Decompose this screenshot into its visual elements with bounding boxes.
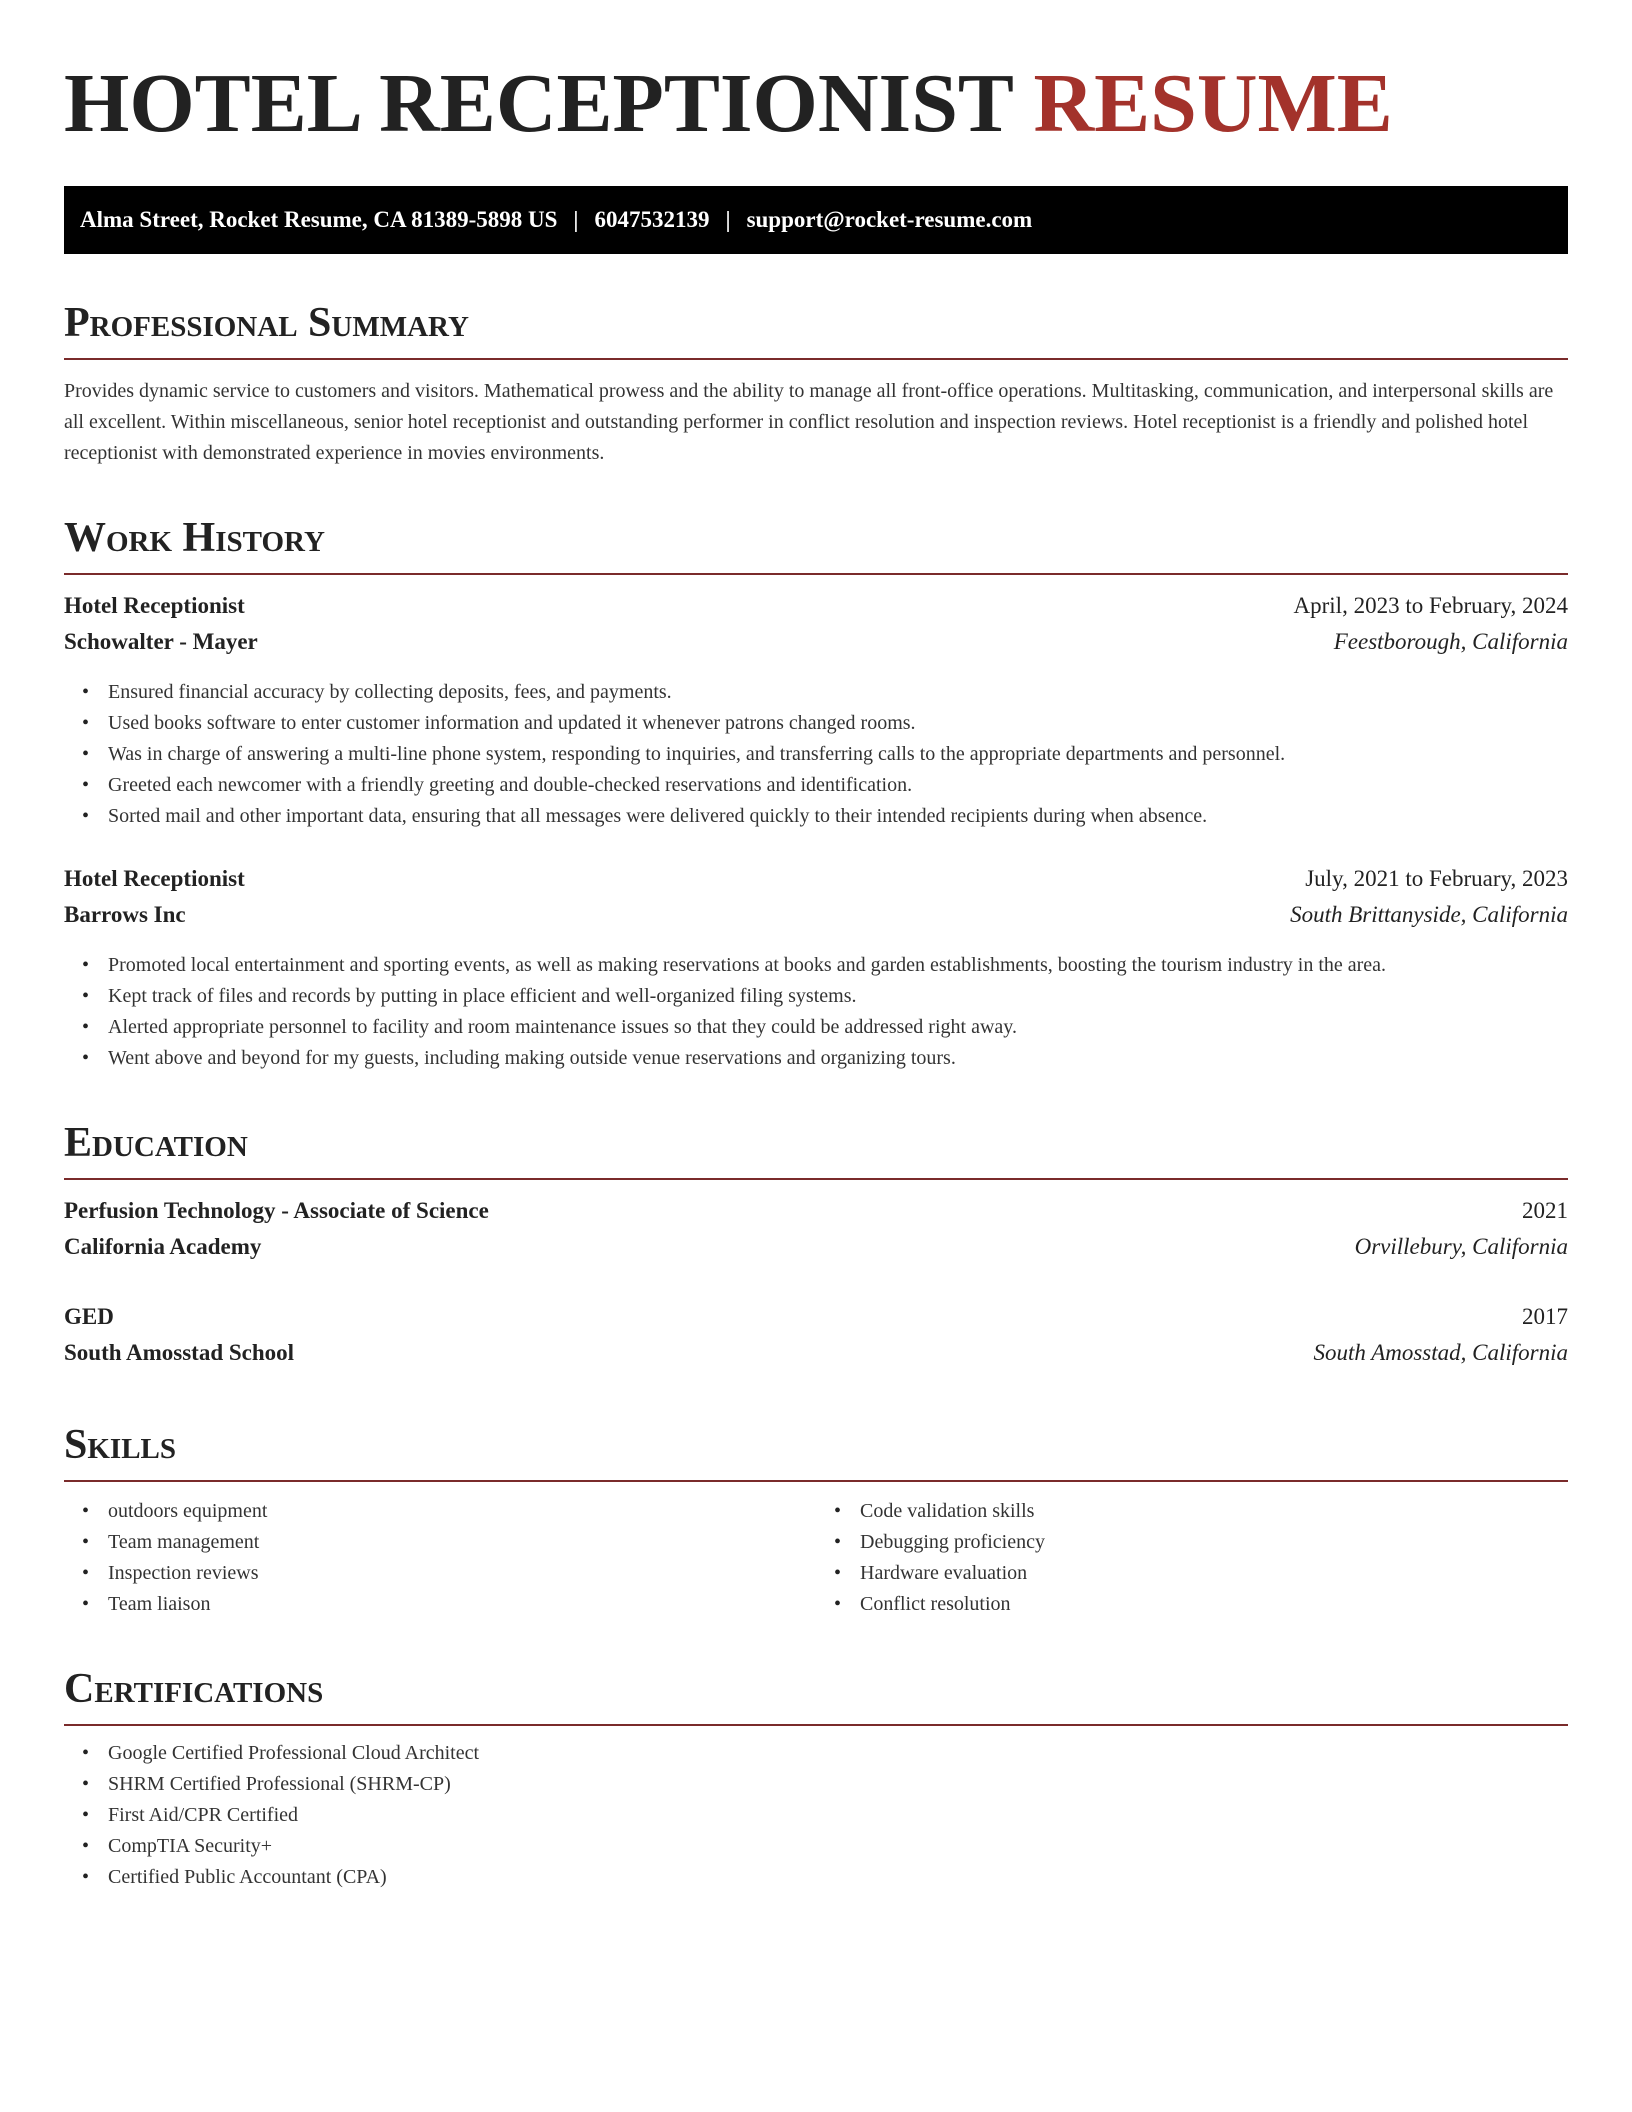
section-heading-education: Education bbox=[64, 1118, 1568, 1180]
graduation-year: 2021 bbox=[1522, 1198, 1568, 1223]
certification-item: • First Aid/CPR Certified bbox=[108, 1800, 1568, 1831]
job-duty: • Alerted appropriate personnel to facility and room maintenance issues so that they could be addressed right away. bbox=[108, 1012, 1568, 1043]
skills-column-right bbox=[816, 1496, 1568, 1620]
education-entry bbox=[64, 1198, 1568, 1270]
job-location: South Brittanyside, California bbox=[1290, 902, 1568, 927]
resume-title bbox=[64, 56, 1568, 152]
job-duty: • Sorted mail and other important data, ensuring that all messages were delivered quickly to their intended recipients during when absence. bbox=[108, 801, 1568, 832]
contact-bar bbox=[64, 186, 1568, 254]
job-duty: • Kept track of files and records by putting in place efficient and well-organized filing systems. bbox=[108, 981, 1568, 1012]
degree-name: Perfusion Technology - Associate of Science bbox=[64, 1198, 489, 1223]
work-entry bbox=[64, 593, 1568, 832]
education-entry-subheader bbox=[64, 1340, 1568, 1376]
job-duty: • Was in charge of answering a multi-line phone system, responding to inquiries, and transferring calls to the appropriate departments and personnel. bbox=[108, 739, 1568, 770]
title-main: HOTEL RECEPTIONIST bbox=[64, 57, 1013, 150]
work-entry-header bbox=[64, 593, 1568, 629]
job-duty: • Ensured financial accuracy by collecting deposits, fees, and payments. bbox=[108, 677, 1568, 708]
skills-grid bbox=[64, 1496, 1568, 1620]
skill-item: • Conflict resolution bbox=[860, 1589, 1568, 1620]
job-duties bbox=[64, 677, 1568, 832]
job-dates: April, 2023 to February, 2024 bbox=[1293, 593, 1568, 618]
summary-text: Provides dynamic service to customers and visitors. Mathematical prowess and the ability to manage all front-office operations. Multitasking, communication, and interpersonal skills are all excellent. Within miscellaneous, senior hotel receptionist and outstanding performer in conflict resolution and inspection reviews. Hotel receptionist is a friendly and polished hotel receptionist with demonstrated experience in movies environments. bbox=[64, 380, 1554, 464]
skill-item: • outdoors equipment bbox=[108, 1496, 816, 1527]
work-entry-header bbox=[64, 866, 1568, 902]
company-name: Schowalter - Mayer bbox=[64, 629, 258, 654]
skill-item: • Inspection reviews bbox=[108, 1558, 816, 1589]
title-accent: RESUME bbox=[1033, 57, 1393, 150]
work-entry-subheader bbox=[64, 902, 1568, 938]
school-location: South Amosstad, California bbox=[1313, 1340, 1568, 1365]
job-duty: • Went above and beyond for my guests, including making outside venue reservations and organizing tours. bbox=[108, 1043, 1568, 1074]
section-heading-summary: Professional Summary bbox=[64, 298, 1568, 360]
job-location: Feestborough, California bbox=[1333, 629, 1568, 654]
education-entry-header bbox=[64, 1304, 1568, 1340]
job-duty: • Used books software to enter customer information and updated it whenever patrons changed rooms. bbox=[108, 708, 1568, 739]
certification-item: • SHRM Certified Professional (SHRM-CP) bbox=[108, 1769, 1568, 1800]
skills-column-left bbox=[64, 1496, 816, 1620]
contact-separator: | bbox=[573, 207, 579, 232]
skill-item: • Team management bbox=[108, 1527, 816, 1558]
job-duties bbox=[64, 950, 1568, 1074]
graduation-year: 2017 bbox=[1522, 1304, 1568, 1329]
contact-separator: | bbox=[725, 207, 731, 232]
job-duty: • Promoted local entertainment and sporting events, as well as making reservations at books and garden establishments, boosting the tourism industry in the area. bbox=[108, 950, 1568, 981]
education-entry-subheader bbox=[64, 1234, 1568, 1270]
section-heading-work: Work History bbox=[64, 513, 1568, 575]
education-entry bbox=[64, 1304, 1568, 1376]
skill-item: • Debugging proficiency bbox=[860, 1527, 1568, 1558]
certification-item: • CompTIA Security+ bbox=[108, 1831, 1568, 1862]
education-entry-header bbox=[64, 1198, 1568, 1234]
certification-item: • Certified Public Accountant (CPA) bbox=[108, 1862, 1568, 1893]
contact-phone: 6047532139 bbox=[594, 207, 710, 232]
skill-item: • Team liaison bbox=[108, 1589, 816, 1620]
skill-item: • Hardware evaluation bbox=[860, 1558, 1568, 1589]
school-name: California Academy bbox=[64, 1234, 262, 1259]
certifications-list bbox=[64, 1738, 1568, 1893]
contact-address: Alma Street, Rocket Resume, CA 81389-5898 US bbox=[80, 207, 558, 232]
contact-email: support@rocket-resume.com bbox=[746, 207, 1033, 232]
school-name: South Amosstad School bbox=[64, 1340, 295, 1365]
job-duty: • Greeted each newcomer with a friendly greeting and double-checked reservations and identification. bbox=[108, 770, 1568, 801]
job-title: Hotel Receptionist bbox=[64, 866, 245, 891]
work-entry-subheader bbox=[64, 629, 1568, 665]
job-title: Hotel Receptionist bbox=[64, 593, 245, 618]
work-entry bbox=[64, 866, 1568, 1074]
company-name: Barrows Inc bbox=[64, 902, 186, 927]
certification-item: • Google Certified Professional Cloud Architect bbox=[108, 1738, 1568, 1769]
section-heading-skills: Skills bbox=[64, 1420, 1568, 1482]
section-heading-certifications: Certifications bbox=[64, 1664, 1568, 1726]
school-location: Orvillebury, California bbox=[1354, 1234, 1568, 1259]
degree-name: GED bbox=[64, 1304, 114, 1329]
job-dates: July, 2021 to February, 2023 bbox=[1305, 866, 1568, 891]
skill-item: • Code validation skills bbox=[860, 1496, 1568, 1527]
